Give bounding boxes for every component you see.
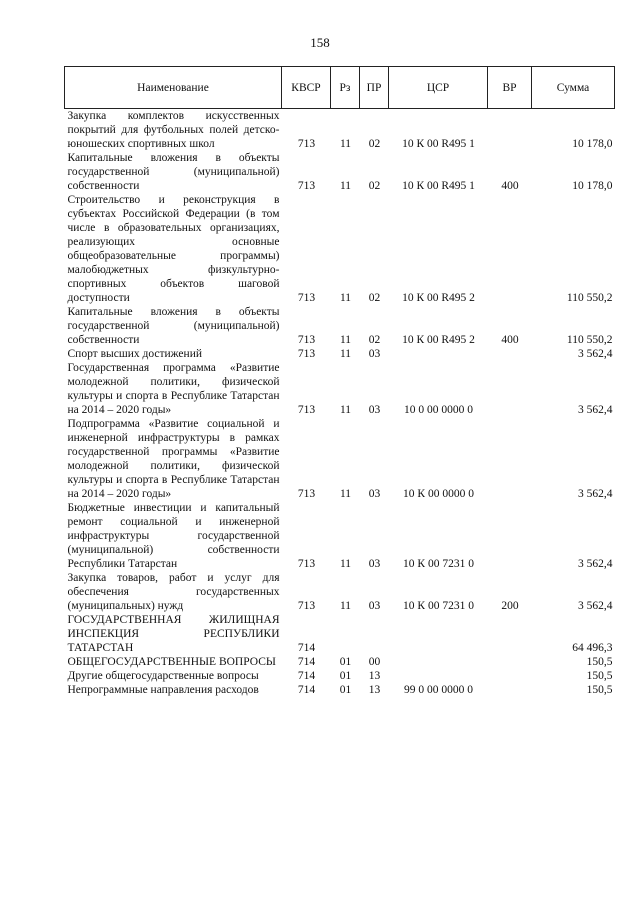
row-kvsr: 714 <box>297 642 316 654</box>
row-name: ОБЩЕГОСУДАРСТВЕННЫЕ ВОПРОСЫ <box>67 656 276 668</box>
row-rz: 11 <box>339 292 352 304</box>
row-sum: 110 550,2 <box>566 334 613 346</box>
row-pr: 02 <box>368 334 381 346</box>
row-pr: 13 <box>368 684 381 696</box>
row-vr <box>488 109 532 152</box>
row-kvsr: 713 <box>297 488 316 500</box>
row-rz: 11 <box>339 600 352 612</box>
row-rz <box>331 613 360 655</box>
table-row <box>65 193 615 305</box>
row-csr: 10 К 00 R495 1 <box>402 138 475 150</box>
row-pr: 03 <box>368 404 381 416</box>
row-kvsr: 713 <box>297 348 316 360</box>
table-header-row <box>65 67 615 109</box>
row-rz: 11 <box>339 558 352 570</box>
row-pr: 02 <box>368 180 381 192</box>
row-rz: 11 <box>339 404 352 416</box>
table-row <box>65 613 615 655</box>
row-rz: 11 <box>339 348 352 360</box>
row-pr: 03 <box>368 558 381 570</box>
table-row <box>65 417 615 501</box>
row-vr <box>488 669 532 683</box>
table-row <box>65 361 615 417</box>
row-sum: 3 562,4 <box>578 558 613 570</box>
page-number: 158 <box>310 35 330 50</box>
row-rz: 01 <box>339 670 352 682</box>
row-rz: 01 <box>339 684 352 696</box>
row-pr: 03 <box>368 348 381 360</box>
row-rz: 11 <box>339 334 352 346</box>
table-row <box>65 683 615 697</box>
row-sum: 3 562,4 <box>578 488 613 500</box>
table-row <box>65 109 615 152</box>
row-rz: 11 <box>339 180 352 192</box>
row-kvsr: 713 <box>297 138 316 150</box>
row-csr: 99 0 00 0000 0 <box>404 684 473 696</box>
row-csr <box>389 669 488 683</box>
row-csr: 10 0 00 0000 0 <box>404 404 473 416</box>
table-row <box>65 571 615 613</box>
row-rz: 11 <box>339 488 352 500</box>
row-sum: 3 562,4 <box>578 404 613 416</box>
row-name: Капитальные вложения в объекты государственной (муниципальной) собственности <box>67 152 280 192</box>
row-sum: 3 562,4 <box>578 348 613 360</box>
row-csr <box>389 655 488 669</box>
row-vr: 400 <box>501 180 519 192</box>
table-row <box>65 655 615 669</box>
row-csr: 10 К 00 R495 2 <box>402 334 475 346</box>
table-row <box>65 347 615 361</box>
row-kvsr: 713 <box>297 292 316 304</box>
row-kvsr: 713 <box>297 334 316 346</box>
row-kvsr: 713 <box>297 180 316 192</box>
column-header-sum: Сумма <box>532 67 615 109</box>
row-name: Непрограммные направления расходов <box>67 684 259 696</box>
row-pr: 02 <box>368 292 381 304</box>
row-pr: 00 <box>368 656 381 668</box>
row-csr: 10 К 00 7231 0 <box>403 600 474 612</box>
row-name: Подпрограмма «Развитие социальной и инженерной инфраструктуры в рамках государственной программы «Развитие молодежной политики, физической культуры и спорта в Республике Татарстан на 2014 – 2020 годы» <box>67 418 280 500</box>
row-kvsr: 713 <box>297 558 316 570</box>
column-header-pr: ПР <box>360 67 389 109</box>
row-csr <box>389 347 488 361</box>
row-vr <box>488 417 532 501</box>
row-sum: 150,5 <box>586 670 613 682</box>
column-header-vr: ВР <box>488 67 532 109</box>
table-body <box>65 109 615 698</box>
row-name: Закупка комплектов искусственных покрытий для футбольных полей детско-юношеских спортивных школ <box>67 110 280 150</box>
table-row <box>65 305 615 347</box>
row-sum: 10 178,0 <box>572 138 613 150</box>
row-vr <box>488 347 532 361</box>
row-csr: 10 К 00 0000 0 <box>403 488 474 500</box>
row-rz: 01 <box>339 656 352 668</box>
row-name: Закупка товаров, работ и услуг для обеспечения государственных (муниципальных) нужд <box>67 572 280 612</box>
row-csr: 10 К 00 7231 0 <box>403 558 474 570</box>
row-kvsr: 714 <box>297 684 316 696</box>
table-row <box>65 669 615 683</box>
row-rz: 11 <box>339 138 352 150</box>
row-name: Капитальные вложения в объекты государственной (муниципальной) собственности <box>67 306 280 346</box>
row-name: Другие общегосударственные вопросы <box>67 670 259 682</box>
row-vr: 400 <box>501 334 519 346</box>
column-header-name: Наименование <box>65 67 282 109</box>
table-row <box>65 501 615 571</box>
row-pr: 13 <box>368 670 381 682</box>
row-csr: 10 К 00 R495 2 <box>402 292 475 304</box>
row-vr <box>488 501 532 571</box>
row-pr: 02 <box>368 138 381 150</box>
row-vr <box>488 683 532 697</box>
row-csr: 10 К 00 R495 1 <box>402 180 475 192</box>
row-sum: 10 178,0 <box>572 180 613 192</box>
row-pr <box>360 613 389 655</box>
row-sum: 110 550,2 <box>566 292 613 304</box>
row-pr: 03 <box>368 600 381 612</box>
row-name: Бюджетные инвестиции и капитальный ремонт социальной и инженерной инфраструктуры государственной (муниципальной) собственности Республики Татарстан <box>67 502 280 570</box>
row-name: Спорт высших достижений <box>67 348 203 360</box>
column-header-rz: Рз <box>331 67 360 109</box>
row-vr <box>488 361 532 417</box>
column-header-csr: ЦСР <box>389 67 488 109</box>
row-name: ГОСУДАРСТВЕННАЯ ЖИЛИЩНАЯ ИНСПЕКЦИЯ РЕСПУБЛИКИ ТАТАРСТАН <box>67 614 280 654</box>
row-kvsr: 713 <box>297 600 316 612</box>
column-header-kvsr: КВСР <box>282 67 331 109</box>
row-sum: 150,5 <box>586 684 613 696</box>
row-vr <box>488 613 532 655</box>
row-vr: 200 <box>501 600 519 612</box>
budget-table <box>64 66 615 697</box>
row-sum: 3 562,4 <box>578 600 613 612</box>
row-sum: 64 496,3 <box>572 642 613 654</box>
row-kvsr: 714 <box>297 670 316 682</box>
row-vr <box>488 193 532 305</box>
row-vr <box>488 655 532 669</box>
row-csr <box>389 613 488 655</box>
row-name: Государственная программа «Развитие молодежной политики, физической культуры и спорта в Республике Татарстан на 2014 – 2020 годы» <box>67 362 280 416</box>
row-sum: 150,5 <box>586 656 613 668</box>
row-pr: 03 <box>368 488 381 500</box>
row-kvsr: 714 <box>297 656 316 668</box>
row-kvsr: 713 <box>297 404 316 416</box>
table-row <box>65 151 615 193</box>
row-name: Строительство и реконструкция в субъектах Российской Федерации (в том числе в образовательных организациях, реализующих основные общеобразовательные программы) малобюджетных физкультурно-спортивных объектов шаговой доступности <box>67 194 280 304</box>
